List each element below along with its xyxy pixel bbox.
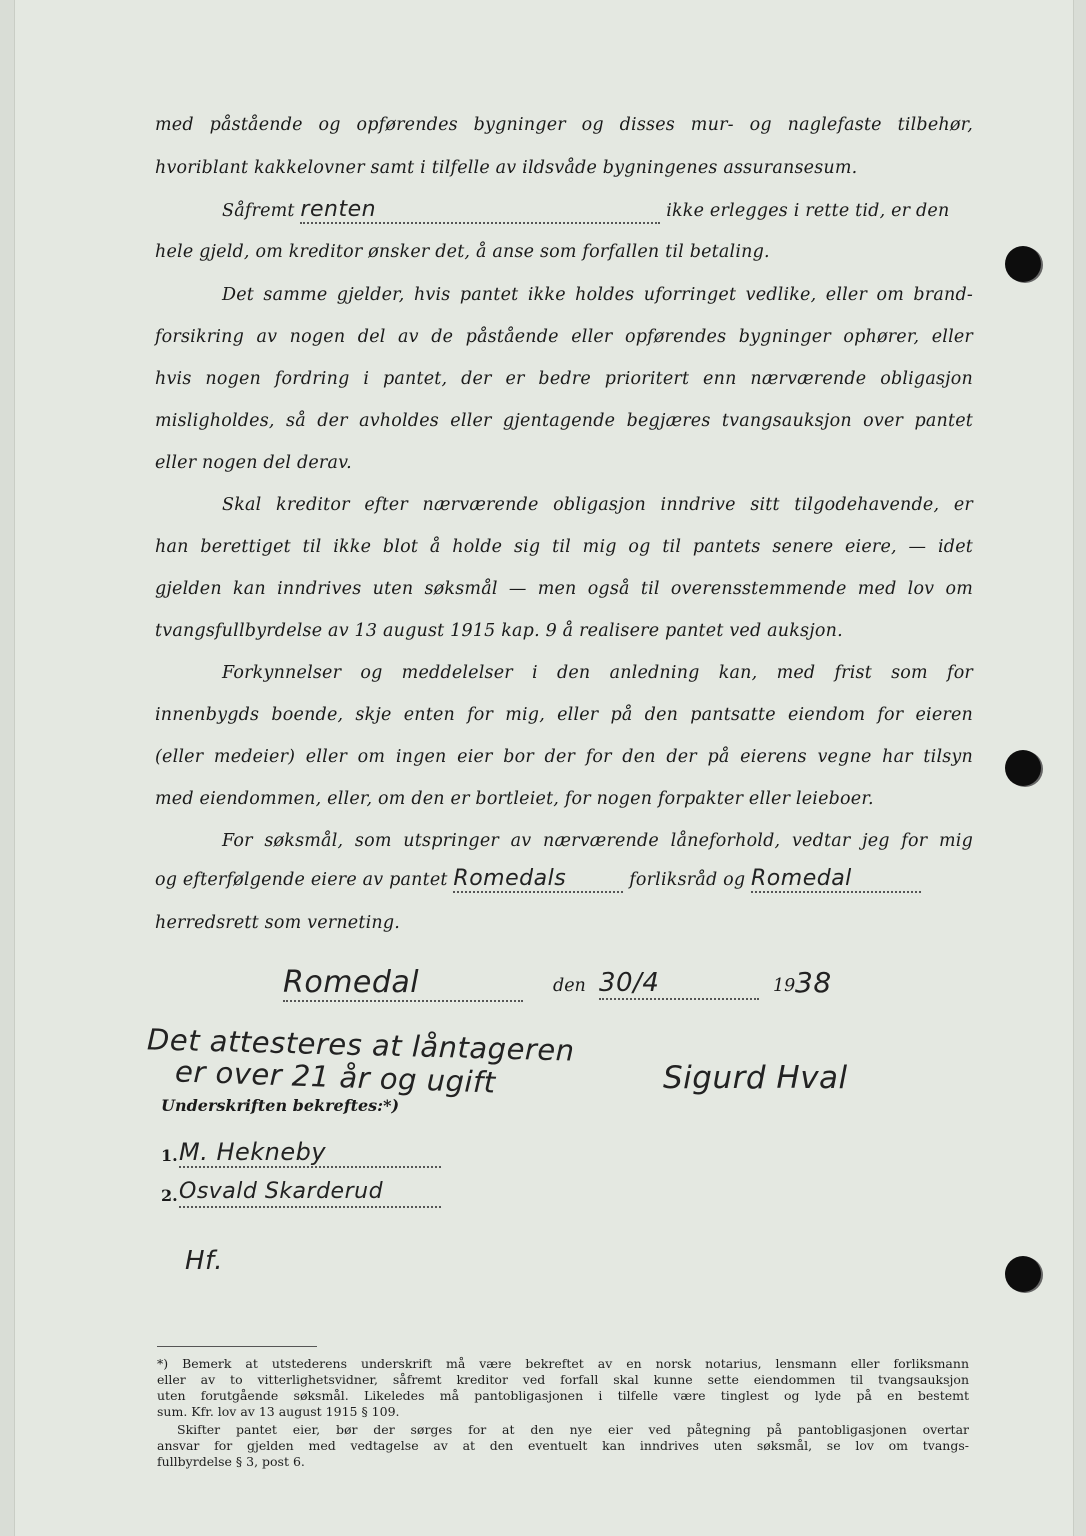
- witness-number-1: 1.: [161, 1146, 178, 1165]
- borrower-signature: Sigurd Hval: [663, 1060, 848, 1096]
- footnote-line-5: Skifter pantet eier, bør der sørges for at den nye eier ved påtegning på pantobligasjonen overtar: [177, 1422, 969, 1437]
- body-line-15: (eller medeier) eller om ingen eier bor der for den der på eierens vegne har tilsyn: [155, 747, 973, 767]
- body-line-5: forsikring av nogen del av de påstående eller opførendes bygninger ophører, eller: [155, 327, 973, 347]
- attestation-line-2: er over 21 år og ugift: [174, 1054, 497, 1100]
- body-line-3: hele gjeld, om kreditor ønsker det, å anse som forfallen til betaling.: [155, 242, 770, 262]
- footnote-line-2: eller av to vitterlighetsvidner, såfremt kreditor ved forfall skal kunne sette eiendommen til tvangsauksjon: [157, 1372, 969, 1387]
- dateline-year-suffix: 38: [795, 966, 832, 999]
- body-line-18: herredsrett som verneting.: [155, 913, 401, 933]
- document-page: [14, 0, 1074, 1536]
- venue-middle: forliksråd og: [629, 870, 746, 890]
- witness-row-1: [161, 1138, 451, 1170]
- footnote-line-6: ansvar for gjelden med vedtagelse av at den eventuelt kan inndrives uten søksmål, se lov om tvangs-: [157, 1438, 969, 1453]
- venue-handwritten-1: Romedals: [453, 866, 567, 891]
- witness-signature-2: Osvald Skarderud: [179, 1178, 441, 1208]
- footnote-divider: [157, 1346, 317, 1347]
- footnote-line-7: fullbyrdelse § 3, post 6.: [157, 1454, 305, 1469]
- witness-heading: Underskriften bekreftes:*): [161, 1096, 400, 1115]
- witness-number-2: 2.: [161, 1186, 178, 1205]
- body-line-1: med påstående og opførendes bygninger og disses mur- og naglefaste tilbehør,: [155, 115, 973, 135]
- dateline-den-label: den: [553, 976, 586, 996]
- punch-hole-top: [1005, 246, 1041, 282]
- venue-prefix: og efterfølgende eiere av pantet: [155, 870, 448, 890]
- body-line-6: hvis nogen fordring i pantet, der er bedre prioritert enn nærværende obligasjon: [155, 369, 973, 389]
- saafremt-handwritten: renten: [300, 197, 377, 222]
- dateline-date: 30/4: [599, 968, 759, 1000]
- body-line-17: For søksmål, som utspringer av nærværende låneforhold, vedtar jeg for mig: [222, 831, 973, 851]
- dateline: [283, 966, 843, 1002]
- dateline-year-prefix: 19: [773, 976, 796, 996]
- footnote-line-3: uten forutgående søksmål. Likeledes må pantobligasjonen i tilfelle være tinglest og lyde på en bestemt: [157, 1388, 969, 1403]
- body-line-9: Skal kreditor efter nærværende obligasjon inndrive sitt tilgodehavende, er: [222, 495, 973, 515]
- venue-handwritten-2: Romedal: [751, 866, 852, 891]
- witness-signature-1: M. Hekneby: [179, 1138, 441, 1168]
- punch-hole-middle: [1005, 750, 1041, 786]
- body-line-12: tvangsfullbyrdelse av 13 august 1915 kap. 9 å realisere pantet ved auksjon.: [155, 621, 843, 641]
- punch-hole-bottom: [1005, 1256, 1041, 1292]
- body-line-11: gjelden kan inndrives uten søksmål — men også til overensstemmende med lov om: [155, 579, 973, 599]
- saafremt-line: [222, 199, 972, 224]
- initials: Hf.: [185, 1246, 224, 1276]
- body-line-14: innenbygds boende, skje enten for mig, eller på den pantsatte eiendom for eieren: [155, 705, 973, 725]
- venue-line: [155, 868, 973, 893]
- saafremt-prefix: Såfremt: [222, 201, 295, 221]
- body-line-8: eller nogen del derav.: [155, 453, 352, 473]
- witness-row-2: [161, 1178, 451, 1210]
- venue-fill-2: [751, 868, 921, 893]
- body-line-16: med eiendommen, eller, om den er bortleiet, for nogen forpakter eller leieboer.: [155, 789, 874, 809]
- body-line-2: hvoriblant kakkelovner samt i tilfelle av ildsvåde bygningenes assuransesum.: [155, 158, 858, 178]
- dateline-place: Romedal: [283, 966, 523, 1002]
- body-line-4: Det samme gjelder, hvis pantet ikke holdes uforringet vedlike, eller om brand-: [222, 285, 973, 305]
- footnote-line-1: *) Bemerk at utstederens underskrift må være bekreftet av en norsk notarius, lensmann eller forliksmann: [157, 1356, 969, 1371]
- body-line-7: misligholdes, så der avholdes eller gjentagende begjæres tvangsauksjon over pantet: [155, 411, 973, 431]
- saafremt-suffix: ikke erlegges i rette tid, er den: [666, 201, 950, 221]
- body-line-10: han berettiget til ikke blot å holde sig til mig og til pantets senere eiere, — idet: [155, 537, 973, 557]
- attestation-line-1: Det attesteres at låntageren: [146, 1022, 576, 1068]
- saafremt-fill: [300, 199, 660, 224]
- venue-fill-1: [453, 868, 623, 893]
- body-line-13: Forkynnelser og meddelelser i den anledning kan, med frist som for: [222, 663, 973, 683]
- footnote-line-4: sum. Kfr. lov av 13 august 1915 § 109.: [157, 1404, 400, 1419]
